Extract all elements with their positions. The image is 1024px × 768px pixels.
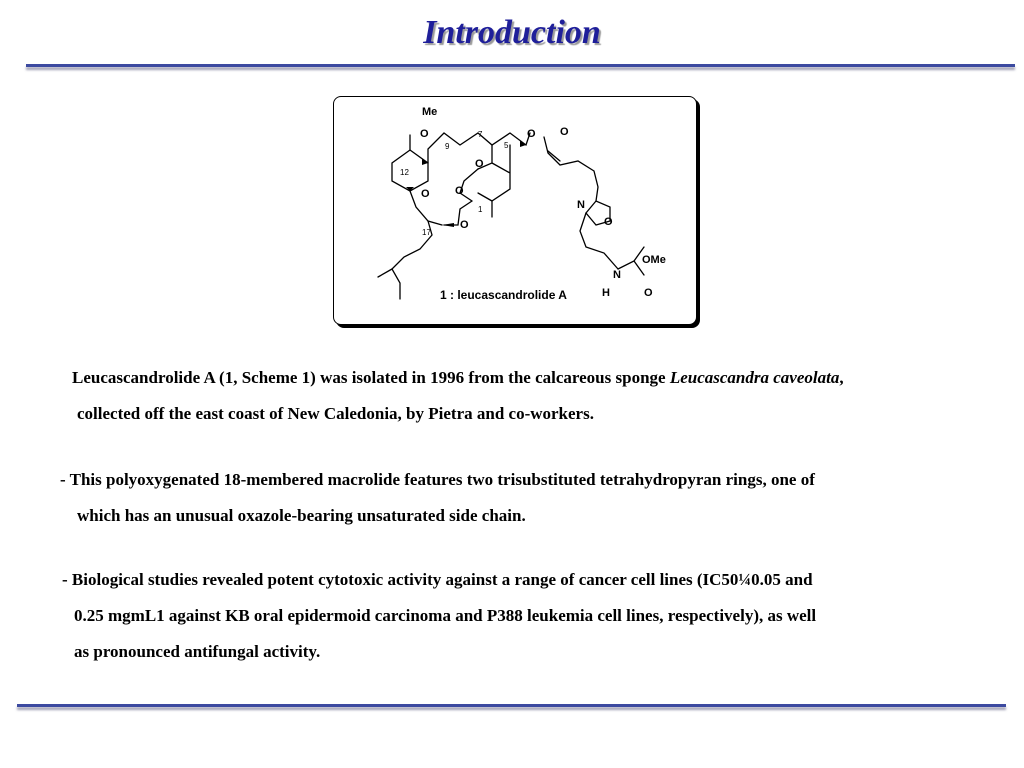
atom-o-oxazole: O <box>604 216 613 228</box>
locant-1: 1 <box>478 205 483 214</box>
locant-12: 12 <box>400 168 409 177</box>
atom-o-lactone: O <box>460 219 469 231</box>
atom-o-lactone-carbonyl: O <box>455 185 464 197</box>
top-divider <box>26 64 1015 67</box>
scheme-caption: 1 : leucascandrolide A <box>440 288 567 302</box>
atom-o-ester-carbonyl: O <box>560 126 569 138</box>
atom-me-top: Me <box>422 106 438 118</box>
bottom-divider <box>17 704 1006 707</box>
text-run: Leucascandrolide A (1, Scheme 1) was isolated in 1996 from the calcareous sponge <box>72 368 670 387</box>
paragraph-biology-line-1: - Biological studies revealed potent cytotoxic activity against a range of cancer cell lines (IC50¼0.05 and <box>62 570 813 589</box>
atom-o-9: O <box>420 128 429 140</box>
atom-o-ester-left: O <box>527 128 536 140</box>
paragraph-isolation-line-2: collected off the east coast of New Caledonia, by Pietra and co-workers. <box>77 404 594 423</box>
locant-9: 9 <box>445 142 450 151</box>
paragraph-structure-line-1: - This polyoxygenated 18-membered macrolide features two trisubstituted tetrahydropyran rings, one of <box>60 470 815 489</box>
locant-5: 5 <box>504 141 509 150</box>
species-name: Leucascandra caveolata <box>669 368 840 387</box>
paragraph-isolation-line-1 <box>72 360 844 396</box>
slide-title: Introduction <box>423 14 601 51</box>
paragraph-biology <box>62 562 816 670</box>
text-run: , <box>839 368 844 387</box>
atom-h-carbamate: H <box>602 287 610 299</box>
paragraph-biology-line-2: 0.25 mgmL1 against KB oral epidermoid carcinoma and P388 leukemia cell lines, respectively), as well <box>74 606 817 625</box>
atom-ome: OMe <box>642 254 666 266</box>
paragraph-structure-line-2: which has an unusual oxazole-bearing unsaturated side chain. <box>77 506 526 525</box>
paragraph-isolation <box>72 360 844 432</box>
atom-o-ring-center: O <box>475 158 484 170</box>
atom-n-oxazole: N <box>577 199 585 211</box>
structure-scheme <box>333 96 697 325</box>
paragraph-structure <box>60 462 815 534</box>
leucascandrolide-structure <box>334 97 696 324</box>
paragraph-biology-line-3: as pronounced antifungal activity. <box>74 642 321 661</box>
atom-o-carbamate: O <box>644 287 653 299</box>
locant-7: 7 <box>478 130 483 139</box>
atom-o-ring-left: O <box>421 188 430 200</box>
locant-17: 17 <box>422 228 431 237</box>
atom-n-carbamate: N <box>613 269 621 281</box>
